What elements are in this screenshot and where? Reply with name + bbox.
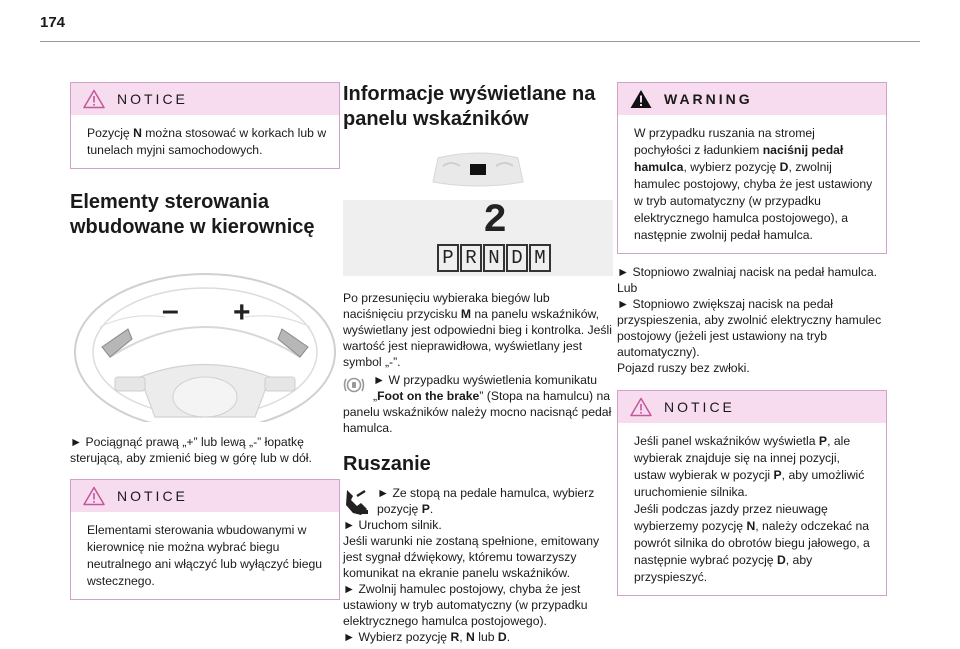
start-step-select-p: ► Ze stopą na pedale hamulca, wybierz pozycję P. <box>343 485 613 517</box>
start-conditions-text: Jeśli warunki nie zostaną spełnione, emitowany jest sygnał dźwiękowy, któremu towarzyszy komunikat na ekranie panelu wskaźników. <box>343 534 600 580</box>
header-rule <box>40 41 920 42</box>
page-number: 174 <box>40 14 66 31</box>
release-brake-step: ► Stopniowo zwalniaj nacisk na pedał hamulca. <box>617 265 878 279</box>
start-step-engine: ► Uruchom silnik. <box>343 518 442 532</box>
foot-pedal-icon <box>343 487 369 517</box>
current-gear-digit: 2 <box>483 199 508 244</box>
section-heading: Elementy sterowania wbudowane w kierownicę <box>70 191 315 238</box>
notice-body: Jeśli panel wskaźników wyświetla P, ale wybierak znajduje się na innej pozycji, ustaw wybierak w pozycji P, aby umożliwić uruchomienie silnika. Jeśli podczas jazdy przez nieuwagę wybierzemy pozycję N, należy odczekać na powrót silnika do obrotów biegu jałowego, a następnie wybrać pozycję D, aby przyspieszyć. <box>634 434 870 584</box>
paddle-instruction: ► Pociągnąć prawą „+” lub lewą „-” łopatkę sterującą, aby zmienić bieg w górę lub w dół. <box>70 435 312 465</box>
warning-box-steep-slope <box>617 82 887 254</box>
notice-title: NOTICE <box>117 488 188 504</box>
start-step-parking-brake: ► Zwolnij hamulec postojowy, chyba że jest ustawiony w tryb automatyczny (w przypadku elektrycznego hamulca postojowego). <box>343 582 588 628</box>
brake-warning-icon <box>343 374 365 396</box>
accelerate-step: ► Stopniowo zwiększaj nacisk na pedał przyspieszenia, aby zwolnić elektryczny hamulec postojowy (jeżeli jest ustawiony na tryb automatyczny). <box>617 297 882 359</box>
or-text: Lub <box>617 281 638 295</box>
column-2 <box>343 82 613 645</box>
warning-body: W przypadku ruszania na stromej pochyłości z ładunkiem naciśnij pedał hamulca, wybierz pozycję D, zwolnij hamulec postojowy, chyba że jest ustawiony w tryb automatyczny (w przypadku elektrycznego hamulca postojowego), a następnie zwolnij pedał hamulca. <box>634 126 873 242</box>
notice-body: Pozycję N można stosować w korkach lub w tunelach myjni samochodowych. <box>87 126 327 157</box>
column-1 <box>70 82 340 600</box>
column-3 <box>617 82 887 596</box>
gear-letter-n: N <box>483 244 505 272</box>
instrument-cluster-icon <box>343 146 613 194</box>
gear-letter-p: P <box>437 244 459 272</box>
plus-paddle-label: + <box>233 296 251 329</box>
warning-triangle-icon <box>630 397 652 417</box>
warning-triangle-icon <box>83 89 105 109</box>
warning-filled-triangle-icon <box>630 89 652 109</box>
gear-letter-d: D <box>506 244 528 272</box>
gear-display-illustration <box>343 200 613 276</box>
steering-wheel-illustration <box>70 257 340 422</box>
notice-box-gear-n <box>70 82 340 169</box>
notice-box-p-display <box>617 390 887 596</box>
section-heading: Informacje wyświetlane na panelu wskaźników <box>343 83 596 130</box>
notice-title: NOTICE <box>664 399 735 415</box>
foot-on-brake-instruction: ► W przypadku wyświetlenia komunikatu „Foot on the brake” (Stopa na hamulcu) na panelu wskaźników należy mocno nacisnąć pedał hamulca. <box>343 373 612 435</box>
steering-wheel-drawing <box>70 257 340 422</box>
gear-letter-r: R <box>460 244 482 272</box>
notice-title: NOTICE <box>117 91 188 107</box>
warning-title: WARNING <box>664 91 753 107</box>
instrument-panel-illustration <box>343 146 613 194</box>
minus-paddle-label: – <box>162 294 179 327</box>
vehicle-moves-text: Pojazd ruszy bez zwłoki. <box>617 361 750 375</box>
notice-box-steering-controls <box>70 479 340 600</box>
start-step-select-gear: ► Wybierz pozycję R, N lub D. <box>343 630 511 644</box>
section-heading-starting: Ruszanie <box>343 453 431 475</box>
warning-triangle-icon <box>83 486 105 506</box>
notice-body: Elementami sterowania wbudowanymi w kierownicę nie można wybrać biegu neutralnego ani włączyć lub wyłączyć biegu wstecznego. <box>87 523 323 588</box>
gear-letter-m: M <box>529 244 551 272</box>
gear-letters-row <box>437 244 551 272</box>
display-description: Po przesunięciu wybieraka biegów lub naciśnięciu przycisku M na panelu wskaźników, wyświetlany jest odpowiedni bieg i kontrolka. Jeśli wartość jest nieprawidłowa, wyświetlany jest symbol „-”. <box>343 291 612 369</box>
